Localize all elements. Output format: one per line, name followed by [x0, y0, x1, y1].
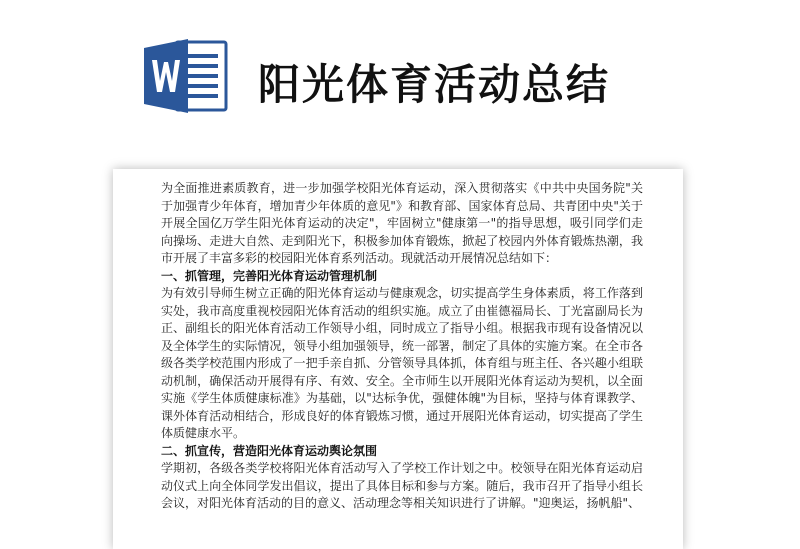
section-heading-management: 一、抓管理，完善阳光体育运动管理机制 — [161, 268, 378, 283]
intro-paragraph: 为全面推进素质教育，进一步加强学校阳光体育运动，深入贯彻落实《中共中央国务院"关于加强青少年体育，增加青少年体质的意见"》和教育部、国家体育总局、共青团中央"关于开展全国亿万学生阳光体育运动的决定"，牢固树立"健康第一"的指导思想，吸引同学们走向操场、走进大自然、走到阳光下，积极参加体育锻炼，掀起了校园内外体育锻炼热潮，我市开展了丰富多彩的校园阳光体育系列活动。现就活动开展情况总结如下： — [161, 181, 643, 265]
word-icon — [142, 36, 232, 116]
document-page — [113, 169, 683, 549]
document-title: 阳光体育活动总结 — [258, 60, 611, 109]
management-paragraph: 为有效引导师生树立正确的阳光体育运动与健康观念，切实提高学生身体素质，将工作落到实处，我市高度重视校园阳光体育活动的组织实施。成立了由崔德福局长、丁光富副局长为正、副组长的阳光体育活动工作领导小组，同时成立了指导小组。根据我市现有设备情况以及全体学生的实际情况，领导小组加强领导，统一部署，制定了具体的实施方案。在全市各级各类学校范围内形成了一把手亲自抓、分管领导具体抓，体育组与班主任、各兴趣小组联动机制，确保活动开展得有序、有效、安全。全市师生以开展阳光体育运动为契机，以全面实施《学生体质健康标准》为基础，以"达标争优，强健体魄"为目标，坚持与体育课教学、课外体育活动相结合，形成良好的体育锻炼习惯，通过开展阳光体育运动，切实提高了学生体质健康水平。 — [161, 286, 643, 440]
header — [0, 0, 800, 160]
document-body — [113, 169, 683, 513]
section-heading-publicity: 二、抓宣传，营造阳光体育运动舆论氛围 — [161, 443, 378, 458]
publicity-paragraph: 学期初，各级各类学校将阳光体育活动写入了学校工作计划之中。校领导在阳光体育运动启动仪式上向全体同学发出倡议，提出了具体目标和参与方案。随后，我市召开了指导小组长会议，对阳光体育活动的目的意义、活动理念等相关知识进行了讲解。"迎奥运，扬帆船"、 — [161, 461, 643, 510]
